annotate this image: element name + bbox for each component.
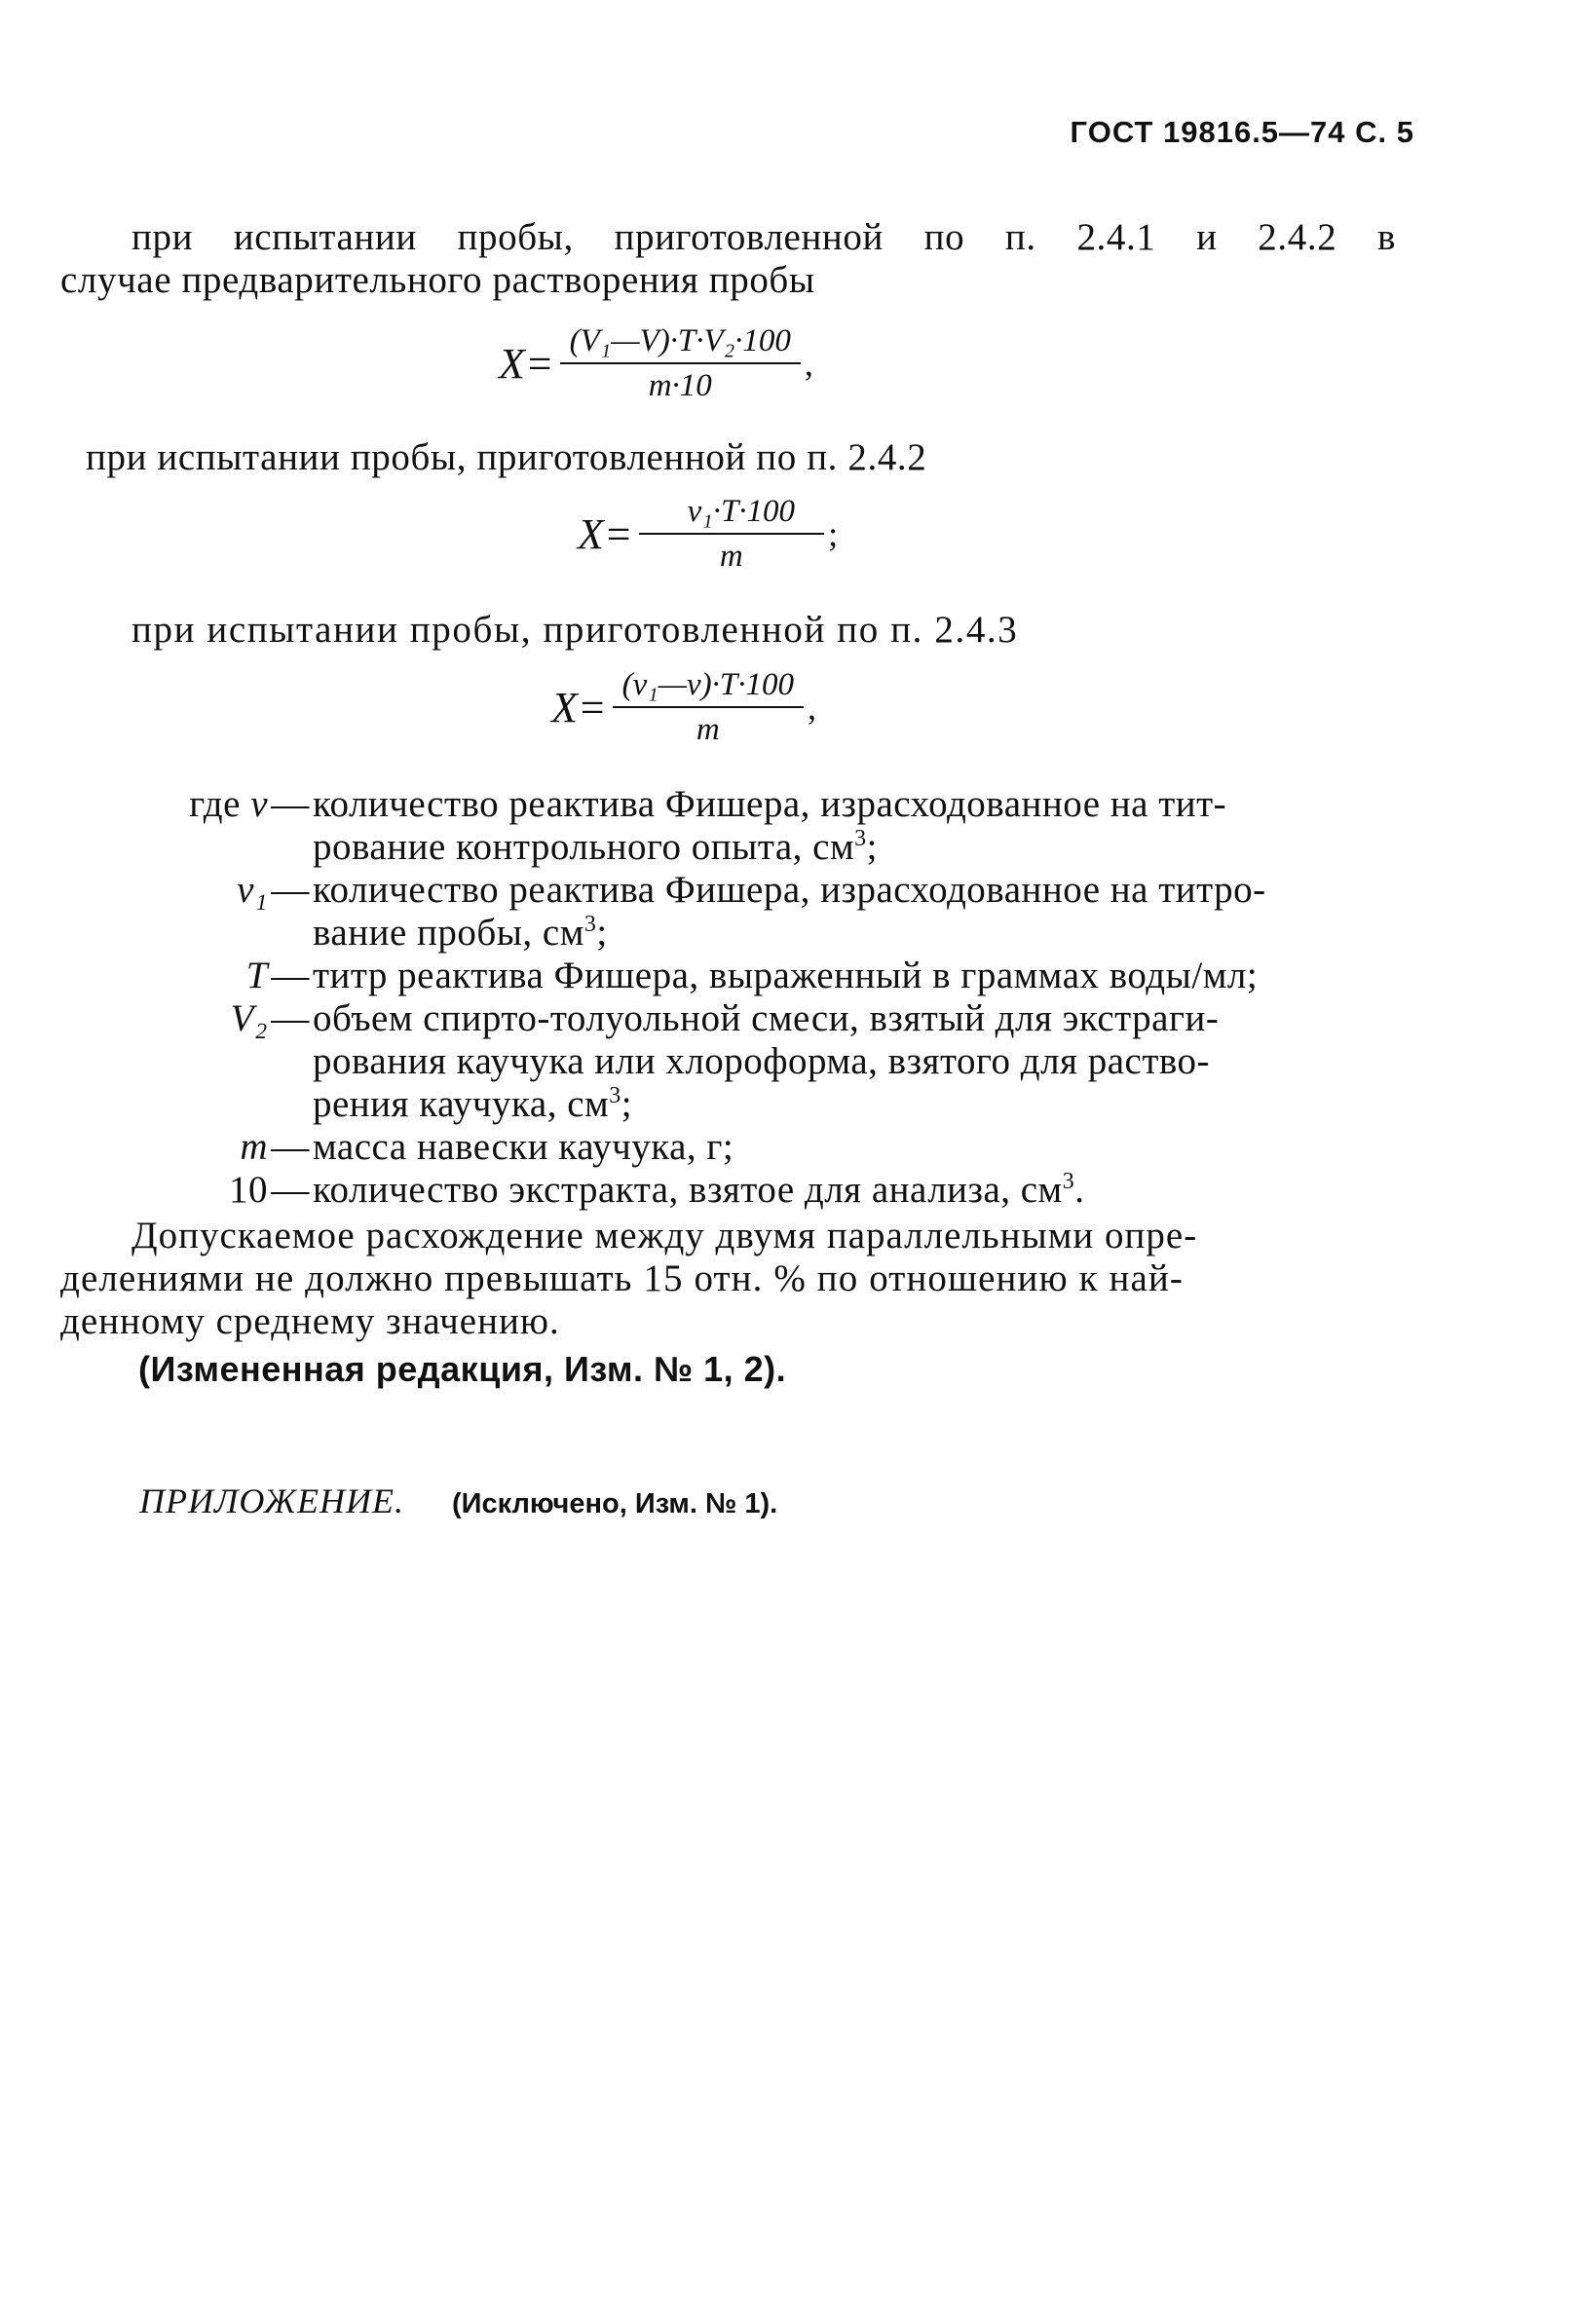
word: 2.4.1 — [1076, 216, 1156, 258]
definition-dash: — — [271, 1169, 310, 1211]
page-header: ГОСТ 19816.5—74 С. 5 — [1070, 115, 1414, 149]
definition-dash: — — [271, 955, 310, 996]
definition-body — [313, 1126, 1491, 1169]
definition-line: титр реактива Фишера, выраженный в граммах воды/мл; — [313, 955, 1259, 996]
definition-symbol — [97, 955, 268, 997]
definition-v1 — [97, 869, 1491, 955]
definition-line: рения каучука, $см^3$; — [313, 1083, 633, 1125]
formula-punct: , — [808, 688, 817, 727]
numerator: (v₁—v)·T·100 — [621, 667, 795, 702]
intro-2: при испытании пробы, приготовленной по п. 2.4.2 — [86, 436, 927, 478]
denominator: m — [719, 539, 743, 574]
tolerance-line-2: делениями не должно превышать 15 отн. % по отношению к най- — [60, 1257, 1184, 1299]
word: п. — [1004, 216, 1036, 258]
formula-lhs: X= — [551, 683, 607, 731]
word: и — [1196, 216, 1218, 258]
definition-dash: — — [271, 997, 310, 1039]
denominator: m — [696, 712, 720, 747]
symbol: V₂ — [230, 997, 268, 1039]
fraction — [613, 665, 804, 749]
word: приготовленной — [614, 216, 884, 258]
denominator: m·10 — [648, 368, 712, 403]
definition-symbol — [97, 1169, 268, 1212]
appendix-status: (Исключено, Изм. № 1). — [451, 1488, 778, 1519]
definition-prefix: где — [189, 783, 241, 825]
definition-line: объем спирто-толуольной смеси, взятый для экстраги- — [313, 997, 1220, 1039]
definition-v — [97, 783, 1491, 869]
symbol: m — [240, 1126, 268, 1168]
intro-3: при испытании пробы, приготовленной по п. 2.4.3 — [132, 609, 1019, 651]
definition-line: количество реактива Фишера, израсходованное на тит- — [313, 783, 1227, 825]
definition-body — [313, 1169, 1491, 1212]
fraction — [560, 321, 801, 405]
appendix-note — [139, 1481, 777, 1521]
definition-line: вание пробы, $см^3$; — [313, 912, 608, 954]
tolerance-line-1: Допускаемое расхождение между двумя параллельными опре- — [132, 1215, 1198, 1256]
symbol: v₁ — [237, 869, 268, 911]
definition-symbol — [97, 1126, 268, 1169]
definition-body — [313, 869, 1491, 955]
word: в — [1376, 216, 1396, 258]
word: 2.4.2 — [1258, 216, 1337, 258]
definition-m — [97, 1126, 1491, 1169]
word: испытании — [233, 216, 417, 258]
formula-punct: , — [804, 344, 813, 383]
tolerance-line-3: денному среднему значению. — [60, 1300, 560, 1342]
intro-line-1 — [132, 216, 1396, 259]
formula-1 — [499, 321, 813, 405]
word: пробы, — [457, 216, 574, 258]
tolerance-paragraph — [60, 1215, 1409, 1343]
symbol: 10 — [229, 1169, 268, 1211]
numerator: v₁·T·100 — [687, 494, 796, 529]
fraction — [639, 492, 824, 576]
formula-punct: ; — [828, 514, 839, 553]
definition-symbol — [97, 869, 268, 955]
fraction-bar — [639, 533, 824, 535]
definition-t — [97, 955, 1491, 997]
word: при — [132, 216, 194, 258]
formula-2 — [578, 492, 838, 576]
amendment-note: (Измененная редакция, Изм. № 1, 2). — [138, 1349, 787, 1389]
definition-body — [313, 955, 1491, 997]
definition-line: количество экстракта, взятое для анализа, $см^3$. — [313, 1169, 1085, 1211]
formula-3 — [551, 665, 816, 749]
appendix-label: ПРИЛОЖЕНИЕ. — [139, 1481, 404, 1520]
fraction-bar — [613, 706, 804, 708]
intro-line-2: случае предварительного растворения пробы — [60, 259, 815, 301]
definition-line: количество реактива Фишера, израсходованное на титро- — [313, 869, 1266, 911]
fraction-bar — [560, 362, 801, 364]
symbol: T — [245, 955, 268, 996]
definition-dash: — — [271, 869, 310, 911]
definition-symbol — [97, 997, 268, 1126]
numerator: (V₁—V)·T·V₂·100 — [569, 323, 791, 358]
definitions-list — [97, 783, 1491, 1212]
definition-dash: — — [271, 1126, 310, 1168]
definition-symbol — [97, 783, 268, 869]
formula-lhs: X= — [499, 339, 554, 388]
definition-line: рования каучука или хлороформа, взятого для раство- — [313, 1040, 1211, 1082]
definition-10 — [97, 1169, 1491, 1212]
formula-lhs: X= — [578, 509, 633, 558]
definition-line: рование контрольного опыта, $см^3$; — [313, 826, 878, 868]
definition-body — [313, 783, 1491, 869]
symbol: v — [250, 783, 268, 825]
definition-body — [313, 997, 1491, 1126]
definition-v2 — [97, 997, 1491, 1126]
definition-dash: — — [271, 783, 310, 825]
word: по — [923, 216, 965, 258]
definition-line: масса навески каучука, г; — [313, 1126, 734, 1168]
